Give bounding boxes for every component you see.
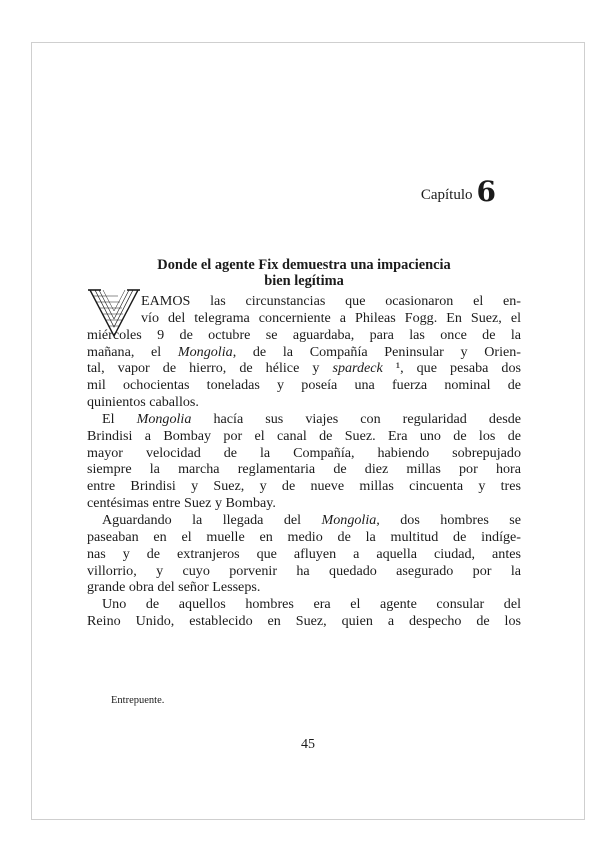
body-text xyxy=(87,293,521,630)
text-line-12: entre Brindisi y Suez, y de nueve millas cincuenta y tres xyxy=(87,478,521,495)
text-line-16: nas y de extranjeros que afluyen a aquella ciudad, antes xyxy=(87,545,521,562)
text-line-5: tal, vapor de hierro, de hélice y spardeck ¹, que pesaba dos xyxy=(87,360,521,377)
text-line-14: Aguardando la llegada del Mongolia, dos hombres se xyxy=(102,511,521,528)
text-line-13: centésimas entre Suez y Bombay. xyxy=(87,495,276,512)
chapter-title-line-2: bien legítima xyxy=(264,273,344,289)
drop-cap-letter: V xyxy=(111,312,117,319)
chapter-label: Capítulo xyxy=(420,187,473,203)
text-line-7: quinientos caballos. xyxy=(87,394,199,411)
text-line-8: El Mongolia hacía sus viajes con regularidad desde xyxy=(102,410,521,427)
chapter-title-line-1: Donde el agente Fix demuestra una impaciencia xyxy=(157,257,451,273)
text-line-6: mil ochocientas toneladas y poseía una fuerza nominal de xyxy=(87,377,521,394)
drop-cap-v-ornament xyxy=(87,287,141,339)
chapter-number: 6 xyxy=(476,175,496,208)
text-line-4: mañana, el Mongolia, de la Compañía Peninsular y Orien- xyxy=(87,343,521,360)
text-line-2: vío del telegrama concerniente a Phileas Fogg. En Suez, el xyxy=(141,309,521,326)
text-line-17: villorrio, y cuyo porvenir ha quedado asegurado por la xyxy=(87,562,521,579)
book-page xyxy=(31,42,585,820)
text-line-11: siempre la marcha reglamentaria de diez millas por hora xyxy=(87,461,521,478)
chapter-title xyxy=(88,257,520,289)
text-line-10: mayor velocidad de la Compañía, habiendo sobrepujado xyxy=(87,444,521,461)
text-line-15: paseaban en el muelle en medio de la multitud de indíge- xyxy=(87,528,521,545)
page-number: 45 xyxy=(301,737,315,752)
text-line-9: Brindisi a Bombay por el canal de Suez. Era uno de los de xyxy=(87,427,521,444)
text-line-18: grande obra del señor Lesseps. xyxy=(87,579,261,596)
footnote: Entrepuente. xyxy=(111,695,165,706)
chapter-heading xyxy=(420,175,496,208)
text-line-20: Reino Unido, establecido en Suez, quien a despecho de los xyxy=(87,613,521,630)
text-line-1: EAMOS las circunstancias que ocasionaron el en- xyxy=(141,293,521,309)
text-line-3: miércoles 9 de octubre se aguardaba, para las once de la xyxy=(87,326,521,343)
text-line-19: Uno de aquellos hombres era el agente consular del xyxy=(102,596,521,613)
